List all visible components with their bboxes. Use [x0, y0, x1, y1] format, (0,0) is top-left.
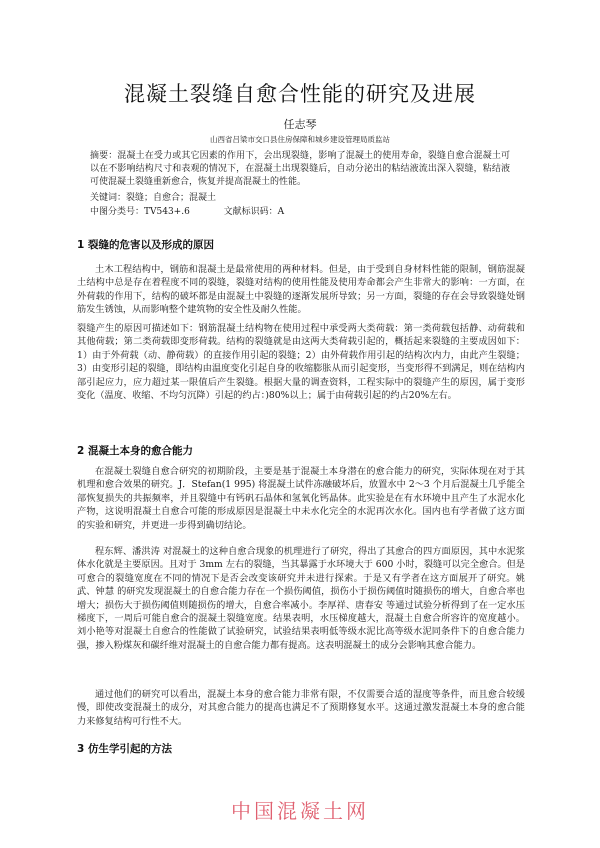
author-affiliation: 山西省吕梁市交口县住房保障和城乡建设管理局质监站: [210, 135, 390, 144]
section-2-paragraph-3: 通过他们的研究可以看出，混凝土本身的愈合能力非常有限，不仅需要合适的湿度等条件，而且愈合较缓慢，即使改变混凝土的成分，对其愈合能力的提高也满足不了预期修复水平。这通过激发混凝土本身的愈合能力来修复结构可行性不大。: [77, 689, 525, 727]
classification-line: [90, 204, 284, 217]
abstract: 摘要：混凝土在受力或其它因素的作用下，会出现裂缝，影响了混凝土的使用寿命，裂缝自愈合混凝土可以在不影响结构尺寸和表观的情况下，在混凝土出现裂缝后，自动分泌出的粘结液流出深入裂缝，粘结液可使混凝土裂缝重新愈合，恢复并提高混凝土的性能。: [90, 151, 510, 187]
clc-number: 中图分类号：TV543+.6: [90, 207, 190, 217]
section-heading-2: 2 混凝土本身的愈合能力: [77, 445, 193, 457]
section-heading-3: 3 仿生学引起的方法: [77, 743, 172, 755]
site-watermark: 中国混凝土网: [231, 799, 369, 823]
section-heading-1: 1 裂缝的危害以及形成的原因: [77, 239, 214, 251]
section-2-paragraph-2: 程东辉、潘洪涛 对混凝土的这种自愈合现象的机理进行了研究，得出了其愈合的四方面原因，其中水泥浆体水化就是主要原因。且对于 3mm 左右的裂缝，当其暴露于水环境大于 600 小时，裂缝可以完全愈合。但是可愈合的裂缝宽度在不同的情况下是否会改变该研究并未进行探索。于是又有学者在这方面展开了研究。姚武、钟慧 的研究发现混凝土的自愈合能力存在一个损伤阈值，损伤小于损伤阈值时随损伤的增大，自愈合率也增大；损伤大于损伤阈值则随损伤的增大，自愈合率减小。李厚祥、唐春安 等通过试验分析得到了在一定水压梯度下，一周后可能自愈合的混凝土裂缝宽度。结果表明，水压梯度越大，混凝土自愈合所容许的宽度越小。刘小艳等对混凝土自愈合的性能做了试验研究，试验结果表明低等级水泥比高等级水泥同条件下的自愈合能力强，掺入粉煤灰和碳纤维对混凝土的自愈合能力都有提高。这表明混凝土的成分会影响其愈合能力。: [77, 546, 525, 651]
keywords: 关键词：裂缝；自愈合；混凝土: [90, 193, 217, 203]
author-name: 任志琴: [283, 118, 317, 131]
document-code: 文献标识码：A: [223, 207, 285, 217]
paper-title: 混凝土裂缝自愈合性能的研究及进展: [124, 82, 476, 106]
section-2-paragraph-1: 在混凝土裂缝自愈合研究的初期阶段，主要是基于混凝土本身潜在的愈合能力的研究，实际体现在对于其机理和愈合效果的研究。J．Stefan(1 995) 将混凝土试件冻融破坏后，放置水中 2～3 个月后混凝土几乎能全部恢复损失的共振频率，并且裂缝中有钙矾石晶体和氢氧化钙晶体。此实验是在有水环境中且产生了水泥水化产物，这说明混凝土自愈合可能的形成原因是混凝土中未水化完全的水泥再次水化。国内也有学者做了这方面的实验和研究，并更进一步得到确切结论。: [77, 466, 525, 531]
section-1-paragraph-2: 裂缝产生的原因可描述如下：钢筋混凝土结构物在使用过程中承受两大类荷载：第一类荷载包括静、动荷载和其他荷载；第二类荷载即变形荷载。结构的裂缝就是由这两大类荷载引起的，概括起来裂缝的主要成因如下：1）由于外荷载（动、静荷载）的直接作用引起的裂缝；2）由外荷载作用引起的结构次内力，由此产生裂缝；3）由变形引起的裂缝，即结构由温度变化引起自身的收缩膨胀从而引起变形，当变形得不到满足，则在结构内部引起应力，应力超过某一限值后产生裂缝。根据大量的调查资料，工程实际中的裂缝产生的原因，属于变形变化（温度、收缩、不均匀沉降）引起的约占：)80%以上；属于由荷载引起的约占20%左右。: [77, 323, 525, 402]
section-1-paragraph-1: 土木工程结构中，钢筋和混凝土是最常使用的两种材料。但是，由于受到自身材料性能的限制，钢筋混凝土结构中总是存在着程度不同的裂缝，裂缝对结构的使用性能及使用寿命都会产生非常大的影响：一方面，在外荷载的作用下，结构的破坏都是由混凝土中裂缝的逐渐发展所导致；另一方面，裂缝的存在会导致裂缝处钢筋发生锈蚀，从而影响整个建筑物的安全性及耐久性能。: [77, 264, 525, 316]
